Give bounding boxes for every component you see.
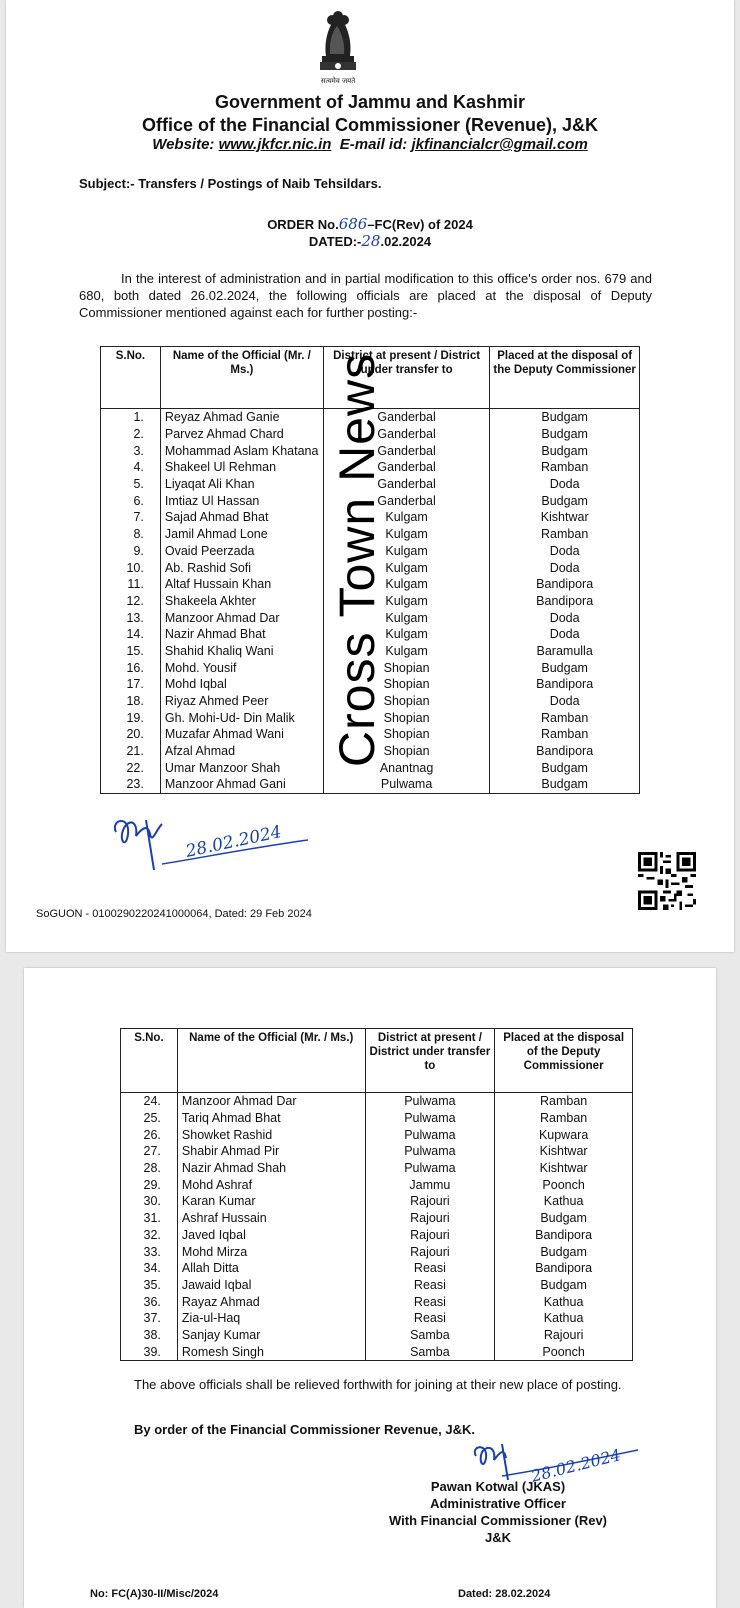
row-district: Pulwama	[365, 1126, 495, 1143]
row-placed-at: Ramban	[490, 459, 640, 476]
order-suffix: –FC(Rev) of 2024	[367, 217, 473, 232]
table-row	[121, 1176, 633, 1193]
table-row	[121, 1327, 633, 1344]
table-row	[101, 759, 640, 776]
row-sno: 34.	[121, 1260, 178, 1277]
row-placed-at: Poonch	[495, 1176, 633, 1193]
row-placed-at: Kathua	[495, 1310, 633, 1327]
header-sno: S.No.	[101, 347, 161, 409]
row-official-name: Nazir Ahmad Shah	[177, 1160, 365, 1177]
row-official-name: Rayaz Ahmad	[177, 1293, 365, 1310]
row-official-name: Afzal Ahmad	[160, 743, 323, 760]
row-sno: 25.	[121, 1110, 178, 1127]
row-placed-at: Budgam	[495, 1243, 633, 1260]
table-row	[121, 1110, 633, 1127]
signer-place: J&K	[484, 1530, 511, 1545]
row-sno: 24.	[121, 1093, 178, 1110]
soguon-reference: SoGUON - 0100290220241000064, Dated: 29 Feb 2024	[36, 908, 312, 920]
row-placed-at: Doda	[490, 559, 640, 576]
row-official-name: Mohammad Aslam Khatana	[160, 442, 323, 459]
row-district: Reasi	[365, 1310, 495, 1327]
row-district: Ganderbal	[323, 492, 489, 509]
row-placed-at: Bandipora	[490, 743, 640, 760]
table-row	[101, 676, 640, 693]
row-sno: 29.	[121, 1176, 178, 1193]
row-district: Kulgam	[323, 643, 489, 660]
table-row	[121, 1227, 633, 1244]
order-number: 686	[338, 215, 368, 233]
intro-paragraph: In the interest of administration and in partial modification to this office's order nos. 679 and 680, both dated 26.02.2024, the following officials are placed at the disposal of Deputy Commissioner mentioned against each for further posting:-	[79, 271, 652, 320]
row-official-name: Reyaz Ahmad Ganie	[160, 409, 323, 426]
by-order-line: By order of the Financial Commissioner Revenue, J&K.	[134, 1422, 475, 1437]
row-placed-at: Budgam	[490, 659, 640, 676]
row-official-name: Gh. Mohi-Ud- Din Malik	[160, 709, 323, 726]
row-placed-at: Baramulla	[490, 643, 640, 660]
row-official-name: Javed Iqbal	[177, 1227, 365, 1244]
row-official-name: Manzoor Ahmad Gani	[160, 776, 323, 793]
subject-line: Subject:- Transfers / Postings of Naib Tehsildars.	[79, 176, 382, 191]
row-official-name: Karan Kumar	[177, 1193, 365, 1210]
row-district: Kulgam	[323, 559, 489, 576]
contact-line	[0, 136, 740, 153]
row-district: Rajouri	[365, 1243, 495, 1260]
table-row	[121, 1243, 633, 1260]
table-row	[101, 559, 640, 576]
row-official-name: Nazir Ahmad Bhat	[160, 626, 323, 643]
row-official-name: Liyaqat Ali Khan	[160, 476, 323, 493]
signer-name: Pawan Kotwal (JKAS)	[430, 1479, 566, 1494]
table-row	[101, 492, 640, 509]
row-district: Samba	[365, 1327, 495, 1344]
row-official-name: Shahid Khaliq Wani	[160, 643, 323, 660]
row-official-name: Muzafar Ahmad Wani	[160, 726, 323, 743]
table-row	[121, 1143, 633, 1160]
row-sno: 31.	[121, 1210, 178, 1227]
table-row	[121, 1210, 633, 1227]
row-placed-at: Budgam	[490, 759, 640, 776]
row-district: Reasi	[365, 1277, 495, 1294]
dated-prefix: DATED:-	[308, 234, 362, 249]
row-official-name: Allah Ditta	[177, 1260, 365, 1277]
transfer-table-page-2	[120, 1028, 633, 1361]
row-official-name: Shakeela Akhter	[160, 593, 323, 610]
header-name: Name of the Official (Mr. / Ms.)	[177, 1029, 365, 1093]
website-link[interactable]: www.jkfcr.nic.in	[218, 136, 332, 153]
row-placed-at: Kishtwar	[495, 1143, 633, 1160]
row-district: Shopian	[323, 726, 489, 743]
row-official-name: Parvez Ahmad Chard	[160, 426, 323, 443]
row-official-name: Mohd Ashraf	[177, 1176, 365, 1193]
row-sno: 19.	[101, 709, 161, 726]
signer-with: With Financial Commissioner (Rev)	[388, 1513, 608, 1528]
table-row	[121, 1310, 633, 1327]
header-district: District at present / District under transfer to	[323, 347, 489, 409]
row-placed-at: Doda	[490, 626, 640, 643]
row-placed-at: Kathua	[495, 1193, 633, 1210]
row-placed-at: Bandipora	[490, 593, 640, 610]
row-district: Shopian	[323, 709, 489, 726]
row-sno: 23.	[101, 776, 161, 793]
transfer-table-page-1	[100, 346, 640, 794]
header-name: Name of the Official (Mr. / Ms.)	[160, 347, 323, 409]
footer-dated: Dated: 28.02.2024	[458, 1588, 551, 1600]
row-sno: 16.	[101, 659, 161, 676]
row-official-name: Jawaid Iqbal	[177, 1277, 365, 1294]
table-row	[101, 693, 640, 710]
row-district: Kulgam	[323, 593, 489, 610]
row-placed-at: Budgam	[490, 409, 640, 426]
row-district: Ganderbal	[323, 426, 489, 443]
row-official-name: Romesh Singh	[177, 1343, 365, 1360]
row-official-name: Imtiaz Ul Hassan	[160, 492, 323, 509]
table-row	[101, 543, 640, 560]
relieved-paragraph: The above officials shall be relieved forthwith for joining at their new place of posting.	[134, 1377, 622, 1392]
row-placed-at: Kupwara	[495, 1126, 633, 1143]
row-official-name: Riyaz Ahmed Peer	[160, 693, 323, 710]
row-sno: 12.	[101, 593, 161, 610]
row-placed-at: Budgam	[490, 492, 640, 509]
table-row	[121, 1126, 633, 1143]
row-official-name: Manzoor Ahmad Dar	[160, 609, 323, 626]
qr-code-icon	[638, 852, 696, 910]
row-sno: 30.	[121, 1193, 178, 1210]
table-row	[101, 409, 640, 426]
row-district: Ganderbal	[323, 409, 489, 426]
emblem-motto: सत्यमेव जयते	[320, 77, 356, 85]
row-district: Kulgam	[323, 609, 489, 626]
table-row	[101, 743, 640, 760]
signature-date: 28.02.2024	[529, 1445, 623, 1486]
row-sno: 33.	[121, 1243, 178, 1260]
row-sno: 9.	[101, 543, 161, 560]
state-emblem-icon	[310, 6, 366, 90]
email-link[interactable]: jkfinancialcr@gmail.com	[411, 136, 588, 153]
row-district: Pulwama	[365, 1110, 495, 1127]
row-official-name: Sajad Ahmad Bhat	[160, 509, 323, 526]
government-title: Government of Jammu and Kashmir	[214, 92, 526, 112]
row-placed-at: Bandipora	[490, 676, 640, 693]
row-sno: 20.	[101, 726, 161, 743]
table-row	[101, 626, 640, 643]
header-placed: Placed at the disposal of the Deputy Commissioner	[495, 1029, 633, 1093]
row-district: Shopian	[323, 693, 489, 710]
header-district: District at present / District under transfer to	[365, 1029, 495, 1093]
row-sno: 4.	[101, 459, 161, 476]
row-placed-at: Budgam	[490, 442, 640, 459]
table-row	[101, 509, 640, 526]
row-district: Rajouri	[365, 1210, 495, 1227]
table-row	[101, 776, 640, 793]
row-district: Pulwama	[365, 1093, 495, 1110]
row-official-name: Ab. Rashid Sofi	[160, 559, 323, 576]
order-prefix: ORDER No.	[267, 217, 339, 232]
row-district: Kulgam	[323, 576, 489, 593]
row-sno: 26.	[121, 1126, 178, 1143]
footer-number: No: FC(A)30-II/Misc/2024	[90, 1588, 219, 1600]
row-official-name: Mohd. Yousif	[160, 659, 323, 676]
order-block	[0, 216, 740, 250]
row-sno: 21.	[101, 743, 161, 760]
row-placed-at: Bandipora	[495, 1260, 633, 1277]
row-sno: 27.	[121, 1143, 178, 1160]
table-row	[101, 609, 640, 626]
row-placed-at: Kathua	[495, 1293, 633, 1310]
row-district: Pulwama	[365, 1143, 495, 1160]
table-row	[121, 1293, 633, 1310]
row-district: Jammu	[365, 1176, 495, 1193]
header-placed: Placed at the disposal of the Deputy Commissioner	[490, 347, 640, 409]
row-official-name: Jamil Ahmad Lone	[160, 526, 323, 543]
row-sno: 38.	[121, 1327, 178, 1344]
row-placed-at: Doda	[490, 476, 640, 493]
table-row	[101, 426, 640, 443]
row-sno: 8.	[101, 526, 161, 543]
row-placed-at: Doda	[490, 543, 640, 560]
dated-hand: 28	[361, 232, 381, 250]
row-sno: 1.	[101, 409, 161, 426]
row-official-name: Shakeel Ul Rehman	[160, 459, 323, 476]
website-label: Website:	[152, 136, 215, 153]
row-district: Samba	[365, 1343, 495, 1360]
row-placed-at: Rajouri	[495, 1327, 633, 1344]
row-sno: 15.	[101, 643, 161, 660]
row-district: Ganderbal	[323, 459, 489, 476]
row-placed-at: Bandipora	[490, 576, 640, 593]
table-row	[101, 476, 640, 493]
row-sno: 3.	[101, 442, 161, 459]
header-sno: S.No.	[121, 1029, 178, 1093]
row-sno: 5.	[101, 476, 161, 493]
row-placed-at: Budgam	[490, 426, 640, 443]
row-placed-at: Bandipora	[495, 1227, 633, 1244]
row-district: Shopian	[323, 659, 489, 676]
row-district: Kulgam	[323, 509, 489, 526]
row-sno: 14.	[101, 626, 161, 643]
row-placed-at: Kishtwar	[495, 1160, 633, 1177]
table-row	[101, 576, 640, 593]
row-placed-at: Ramban	[490, 726, 640, 743]
table-row	[101, 709, 640, 726]
row-official-name: Shabir Ahmad Pir	[177, 1143, 365, 1160]
row-district: Ganderbal	[323, 442, 489, 459]
office-title: Office of the Financial Commissioner (Revenue), J&K	[141, 115, 599, 135]
row-sno: 35.	[121, 1277, 178, 1294]
row-placed-at: Kishtwar	[490, 509, 640, 526]
table-row	[101, 643, 640, 660]
row-placed-at: Ramban	[495, 1110, 633, 1127]
row-sno: 7.	[101, 509, 161, 526]
watermark-text: Cross Town News	[329, 352, 385, 768]
row-placed-at: Ramban	[490, 526, 640, 543]
row-district: Ganderbal	[323, 476, 489, 493]
table-row	[121, 1277, 633, 1294]
row-sno: 28.	[121, 1160, 178, 1177]
row-placed-at: Budgam	[495, 1210, 633, 1227]
row-sno: 36.	[121, 1293, 178, 1310]
row-sno: 11.	[101, 576, 161, 593]
signature-date: 28.02.2024	[183, 822, 284, 862]
row-sno: 39.	[121, 1343, 178, 1360]
row-district: Pulwama	[323, 776, 489, 793]
table-row	[101, 442, 640, 459]
row-official-name: Altaf Hussain Khan	[160, 576, 323, 593]
signer-block	[380, 1478, 616, 1546]
row-official-name: Mohd Iqbal	[160, 676, 323, 693]
row-district: Shopian	[323, 743, 489, 760]
row-official-name: Showket Rashid	[177, 1126, 365, 1143]
row-placed-at: Doda	[490, 693, 640, 710]
row-district: Pulwama	[365, 1160, 495, 1177]
table-row	[101, 659, 640, 676]
row-district: Reasi	[365, 1260, 495, 1277]
row-district: Kulgam	[323, 626, 489, 643]
email-label: E-mail id:	[339, 136, 408, 153]
table-row	[121, 1193, 633, 1210]
row-sno: 32.	[121, 1227, 178, 1244]
row-placed-at: Doda	[490, 609, 640, 626]
table-row	[101, 526, 640, 543]
row-placed-at: Budgam	[495, 1277, 633, 1294]
row-official-name: Umar Manzoor Shah	[160, 759, 323, 776]
row-official-name: Mohd Mirza	[177, 1243, 365, 1260]
table-row	[101, 459, 640, 476]
row-official-name: Ovaid Peerzada	[160, 543, 323, 560]
row-sno: 2.	[101, 426, 161, 443]
row-official-name: Zia-ul-Haq	[177, 1310, 365, 1327]
table-row	[121, 1343, 633, 1360]
row-district: Anantnag	[323, 759, 489, 776]
row-placed-at: Poonch	[495, 1343, 633, 1360]
table-row	[121, 1260, 633, 1277]
table-row	[101, 726, 640, 743]
row-official-name: Sanjay Kumar	[177, 1327, 365, 1344]
table-row	[101, 593, 640, 610]
dated-suffix: .02.2024	[380, 234, 432, 249]
row-placed-at: Ramban	[495, 1093, 633, 1110]
row-official-name: Ashraf Hussain	[177, 1210, 365, 1227]
row-sno: 22.	[101, 759, 161, 776]
row-sno: 37.	[121, 1310, 178, 1327]
row-official-name: Tariq Ahmad Bhat	[177, 1110, 365, 1127]
row-sno: 17.	[101, 676, 161, 693]
row-official-name: Manzoor Ahmad Dar	[177, 1093, 365, 1110]
row-district: Kulgam	[323, 526, 489, 543]
table-row	[121, 1093, 633, 1110]
row-placed-at: Ramban	[490, 709, 640, 726]
row-district: Kulgam	[323, 543, 489, 560]
row-district: Reasi	[365, 1293, 495, 1310]
row-placed-at: Budgam	[490, 776, 640, 793]
row-district: Shopian	[323, 676, 489, 693]
row-district: Rajouri	[365, 1193, 495, 1210]
row-sno: 6.	[101, 492, 161, 509]
row-sno: 10.	[101, 559, 161, 576]
row-sno: 13.	[101, 609, 161, 626]
signer-title: Administrative Officer	[430, 1496, 566, 1511]
table-row	[121, 1160, 633, 1177]
row-sno: 18.	[101, 693, 161, 710]
row-district: Rajouri	[365, 1227, 495, 1244]
